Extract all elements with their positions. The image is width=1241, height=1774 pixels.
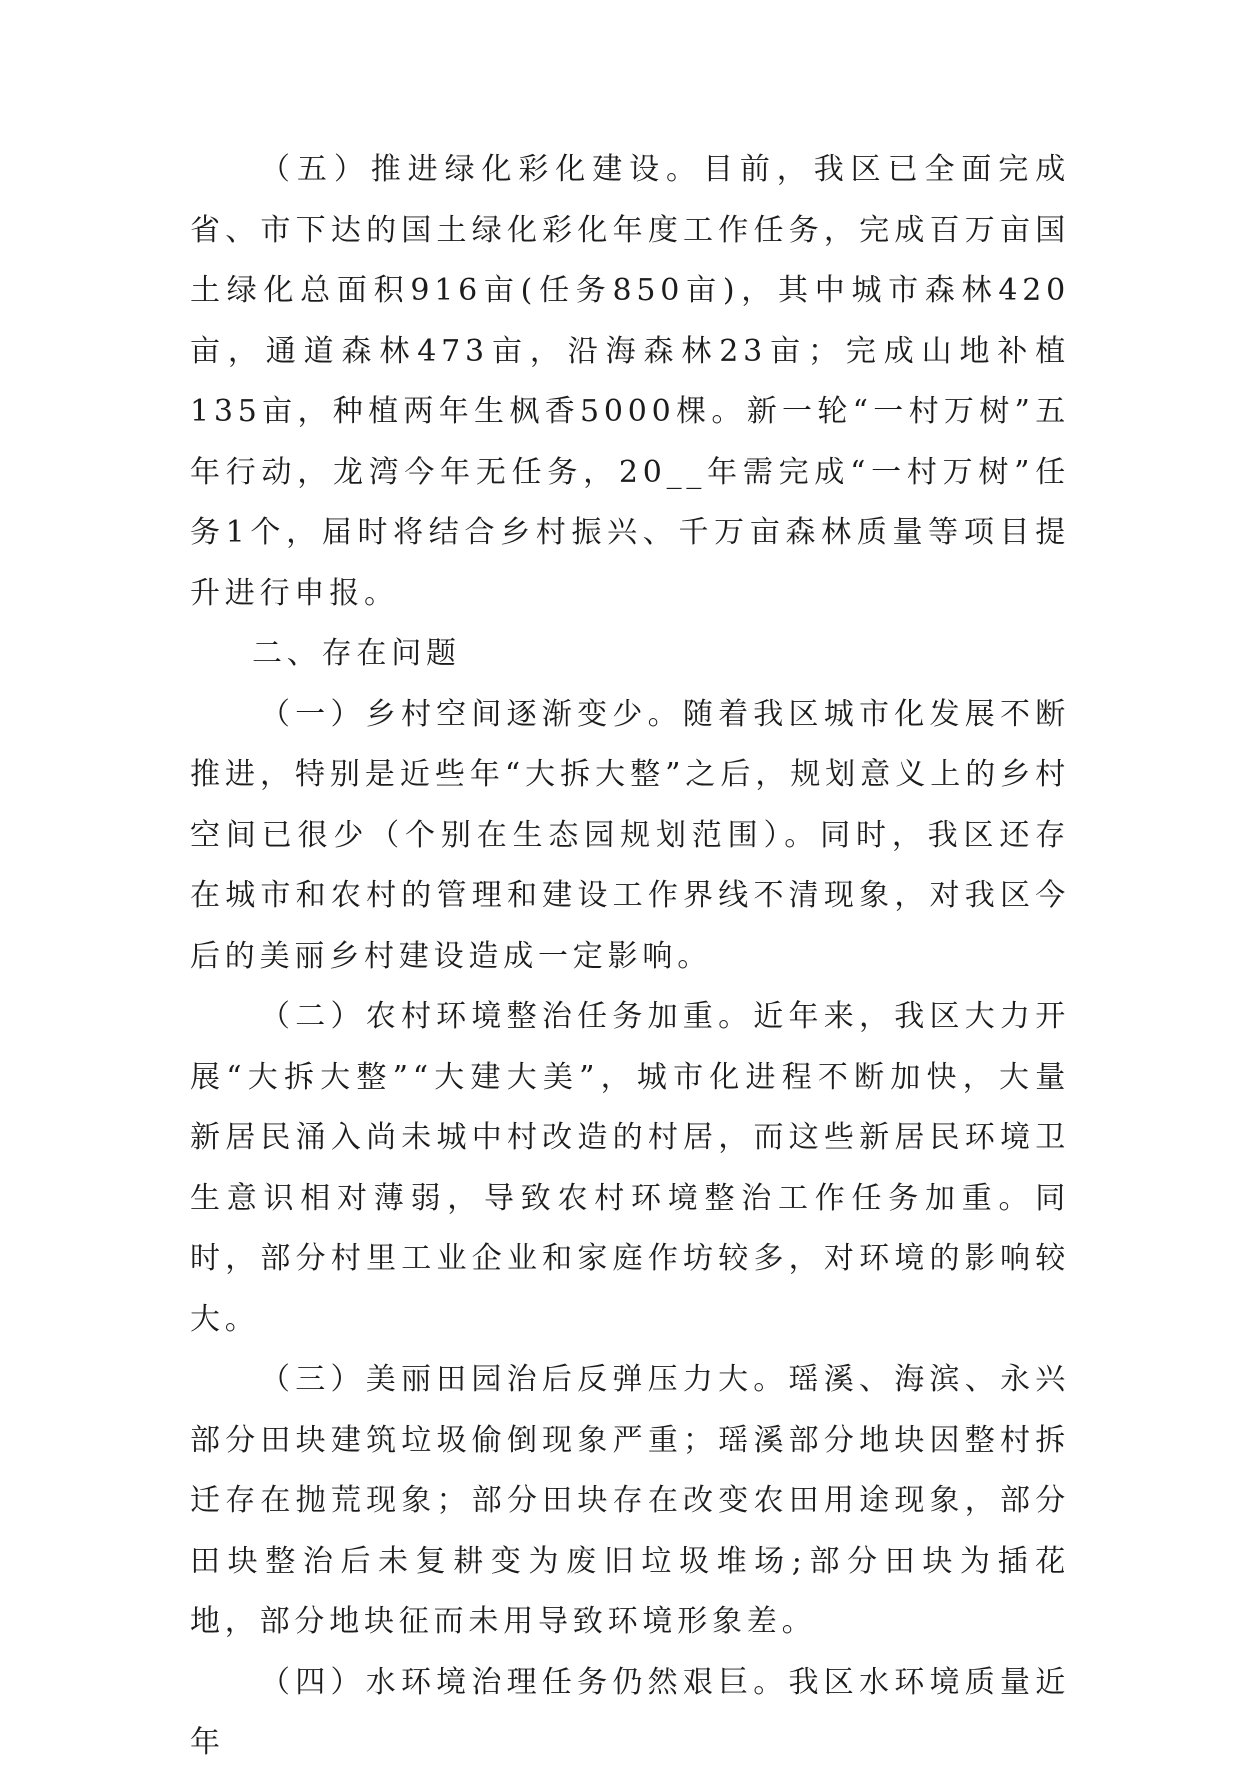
- paragraph-field-rebound: （三）美丽田园治后反弹压力大。瑶溪、海滨、永兴部分田块建筑垃圾偷倒现象严重；瑶溪部分地块因整村拆迁存在抛荒现象；部分田块存在改变农田用途现象，部分田块整治后未复耕变为废旧垃圾堆场;部分田块为插花地，部分地块征而未用导致环境形象差。: [190, 1362, 1070, 1639]
- document-body: [190, 140, 1070, 1774]
- paragraph-water-environment: （四）水环境治理任务仍然艰巨。我区水环境质量近年: [190, 1664, 1070, 1760]
- section-heading-existing-problems: 二、存在问题: [252, 636, 461, 671]
- paragraph-rural-environment: （二）农村环境整治任务加重。近年来，我区大力开展“大拆大整”“大建大美”，城市化进程不断加快，大量新居民涌入尚未城中村改造的村居，而这些新居民环境卫生意识相对薄弱，导致农村环境整治工作任务加重。同时，部分村里工业企业和家庭作坊较多，对环境的影响较大。: [190, 999, 1070, 1337]
- paragraph-rural-space: （一）乡村空间逐渐变少。随着我区城市化发展不断推进，特别是近些年“大拆大整”之后，规划意义上的乡村空间已很少（个别在生态园规划范围）。同时，我区还存在城市和农村的管理和建设工作界线不清现象，对我区今后的美丽乡村建设造成一定影响。: [190, 696, 1070, 974]
- paragraph-greening-progress: （五）推进绿化彩化建设。目前，我区已全面完成省、市下达的国土绿化彩化年度工作任务，完成百万亩国土绿化总面积916亩(任务850亩)，其中城市森林420亩，通道森林473亩，沿海森林23亩；完成山地补植135亩，种植两年生枫香5000棵。新一轮“一村万树”五年行动，龙湾今年无任务，20__年需完成“一村万树”任务1个，届时将结合乡村振兴、千万亩森林质量等项目提升进行申报。: [190, 152, 1070, 611]
